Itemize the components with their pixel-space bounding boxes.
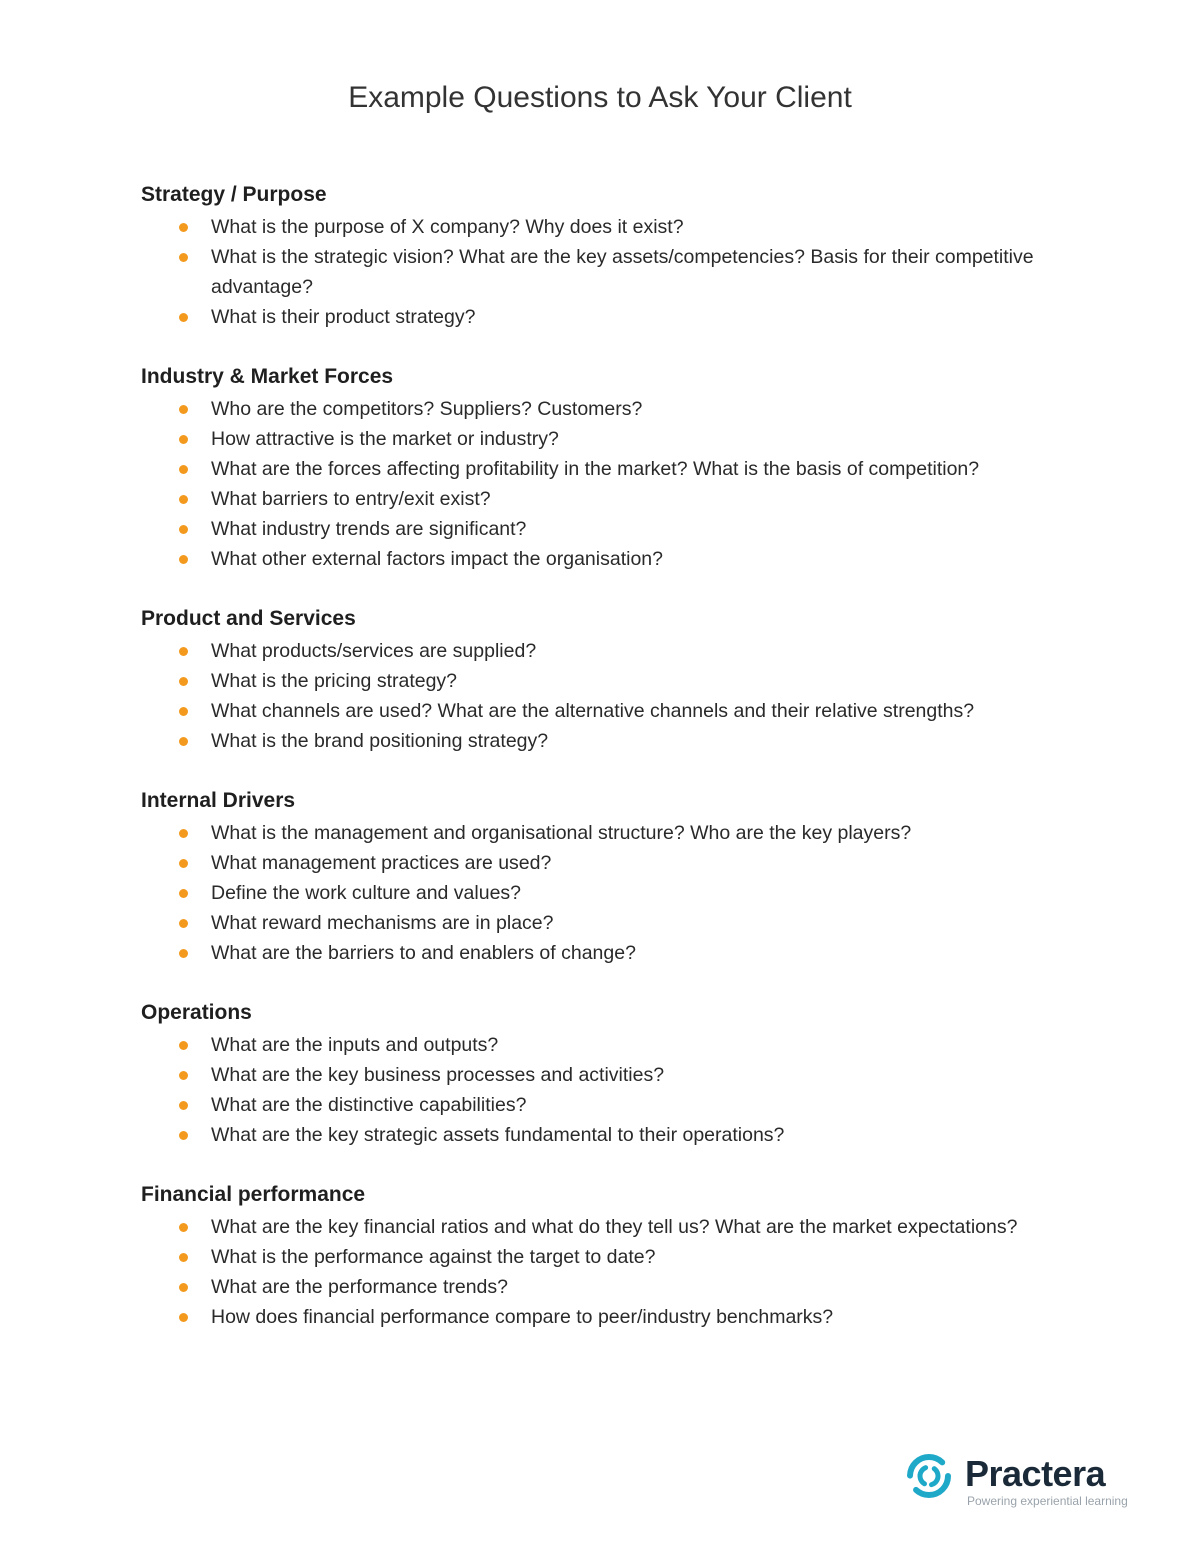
question-text: What is the management and organisational structure? Who are the key players? bbox=[211, 822, 912, 844]
question-text: What is the performance against the target to date? bbox=[211, 1246, 656, 1268]
list-item bbox=[141, 878, 1101, 908]
page-title: Example Questions to Ask Your Client bbox=[348, 81, 852, 114]
bullet-icon bbox=[179, 889, 188, 898]
question-sections bbox=[141, 180, 1101, 1362]
bullet-icon bbox=[179, 253, 188, 262]
list-item bbox=[141, 544, 1101, 574]
bullet-icon bbox=[179, 223, 188, 232]
question-text: What are the forces affecting profitability in the market? What is the basis of competition? bbox=[211, 458, 980, 480]
list-item bbox=[141, 938, 1101, 968]
bullet-icon bbox=[179, 313, 188, 322]
logo-tagline: Powering experiential learning bbox=[967, 1494, 1128, 1508]
bullet-icon bbox=[179, 919, 188, 928]
question-text: How attractive is the market or industry? bbox=[211, 428, 559, 450]
list-item bbox=[141, 1242, 1101, 1272]
bullet-icon bbox=[179, 1041, 188, 1050]
question-text: What is their product strategy? bbox=[211, 306, 476, 328]
question-text: What are the barriers to and enablers of change? bbox=[211, 942, 636, 964]
question-text: What are the key strategic assets fundamental to their operations? bbox=[211, 1124, 785, 1146]
list-item bbox=[141, 484, 1101, 514]
section bbox=[141, 362, 1101, 574]
section bbox=[141, 786, 1101, 968]
list-item bbox=[141, 514, 1101, 544]
bullet-icon bbox=[179, 465, 188, 474]
question-text: What management practices are used? bbox=[211, 852, 552, 874]
list-item bbox=[141, 242, 1101, 302]
bullet-icon bbox=[179, 737, 188, 746]
list-item bbox=[141, 1302, 1101, 1332]
question-list bbox=[141, 212, 1101, 332]
section-heading: Financial performance bbox=[141, 1183, 366, 1206]
question-list bbox=[141, 1030, 1101, 1150]
list-item bbox=[141, 1030, 1101, 1060]
question-text: What is the pricing strategy? bbox=[211, 670, 458, 692]
list-item bbox=[141, 636, 1101, 666]
question-text: What are the key business processes and activities? bbox=[211, 1064, 665, 1086]
bullet-icon bbox=[179, 555, 188, 564]
bullet-icon bbox=[179, 1313, 188, 1322]
bullet-icon bbox=[179, 949, 188, 958]
section bbox=[141, 998, 1101, 1150]
question-text: What is the purpose of X company? Why does it exist? bbox=[211, 216, 684, 238]
list-item bbox=[141, 1272, 1101, 1302]
list-item bbox=[141, 302, 1101, 332]
bullet-icon bbox=[179, 1253, 188, 1262]
practera-swirl-icon bbox=[905, 1452, 953, 1500]
question-text: How does financial performance compare to peer/industry benchmarks? bbox=[211, 1306, 834, 1328]
bullet-icon bbox=[179, 647, 188, 656]
question-text: What other external factors impact the organisation? bbox=[211, 548, 663, 570]
bullet-icon bbox=[179, 1283, 188, 1292]
list-item bbox=[141, 848, 1101, 878]
bullet-icon bbox=[179, 829, 188, 838]
list-item bbox=[141, 394, 1101, 424]
list-item bbox=[141, 424, 1101, 454]
list-item bbox=[141, 1120, 1101, 1150]
question-text: What are the performance trends? bbox=[211, 1276, 508, 1298]
section-heading: Product and Services bbox=[141, 607, 356, 630]
practera-logo bbox=[905, 1452, 1145, 1512]
question-list bbox=[141, 818, 1101, 968]
bullet-icon bbox=[179, 859, 188, 868]
bullet-icon bbox=[179, 525, 188, 534]
list-item bbox=[141, 696, 1101, 726]
section bbox=[141, 1180, 1101, 1332]
question-text: What are the distinctive capabilities? bbox=[211, 1094, 527, 1116]
section-heading: Operations bbox=[141, 1001, 252, 1024]
question-text: What are the inputs and outputs? bbox=[211, 1034, 499, 1056]
list-item bbox=[141, 908, 1101, 938]
bullet-icon bbox=[179, 1101, 188, 1110]
bullet-icon bbox=[179, 495, 188, 504]
section-heading: Industry & Market Forces bbox=[141, 365, 394, 388]
bullet-icon bbox=[179, 1223, 188, 1232]
bullet-icon bbox=[179, 405, 188, 414]
question-text: What is the strategic vision? What are the key assets/competencies? Basis for their competitive advantage? bbox=[211, 246, 1034, 298]
question-list bbox=[141, 636, 1101, 756]
logo-wordmark: Practera bbox=[965, 1453, 1106, 1494]
bullet-icon bbox=[179, 435, 188, 444]
list-item bbox=[141, 818, 1101, 848]
question-text: What are the key financial ratios and what do they tell us? What are the market expectations? bbox=[211, 1216, 1018, 1238]
bullet-icon bbox=[179, 1071, 188, 1080]
bullet-icon bbox=[179, 1131, 188, 1140]
list-item bbox=[141, 1090, 1101, 1120]
question-list bbox=[141, 394, 1101, 574]
question-text: What industry trends are significant? bbox=[211, 518, 527, 540]
list-item bbox=[141, 666, 1101, 696]
question-list bbox=[141, 1212, 1101, 1332]
question-text: What is the brand positioning strategy? bbox=[211, 730, 549, 752]
section bbox=[141, 604, 1101, 756]
list-item bbox=[141, 726, 1101, 756]
question-text: What products/services are supplied? bbox=[211, 640, 537, 662]
bullet-icon bbox=[179, 677, 188, 686]
question-text: What channels are used? What are the alternative channels and their relative strengths? bbox=[211, 700, 975, 722]
list-item bbox=[141, 1060, 1101, 1090]
question-text: Define the work culture and values? bbox=[211, 882, 522, 904]
question-text: What reward mechanisms are in place? bbox=[211, 912, 554, 934]
question-text: Who are the competitors? Suppliers? Customers? bbox=[211, 398, 643, 420]
list-item bbox=[141, 454, 1101, 484]
question-text: What barriers to entry/exit exist? bbox=[211, 488, 491, 510]
list-item bbox=[141, 212, 1101, 242]
bullet-icon bbox=[179, 707, 188, 716]
list-item bbox=[141, 1212, 1101, 1242]
section-heading: Internal Drivers bbox=[141, 789, 296, 812]
section bbox=[141, 180, 1101, 332]
section-heading: Strategy / Purpose bbox=[141, 183, 327, 206]
